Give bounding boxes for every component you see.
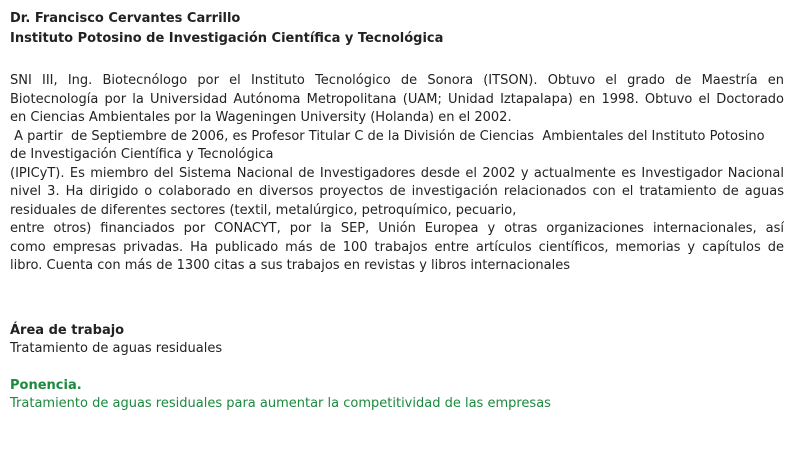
speaker-name: Dr. Francisco Cervantes Carrillo — [10, 11, 241, 26]
speaker-profile — [10, 9, 784, 413]
speaker-institute: Instituto Potosino de Investigación Científica y Tecnológica — [10, 31, 444, 46]
bio-line: nivel 3. Ha dirigido o colaborado en diversos proyectos de investigación relacionados con el tratamiento de aguas — [10, 184, 784, 199]
talk-text: Tratamiento de aguas residuales para aumentar la competitividad de las empresas — [10, 395, 551, 411]
bio-line: libro. Cuenta con más de 1300 citas a sus trabajos en revistas y libros internacionales — [10, 258, 570, 273]
speaker-bio — [10, 72, 784, 276]
bio-line: entre otros) financiados por CONACYT, por la SEP, Unión Europea y otras organizaciones internacionales, así — [10, 221, 784, 236]
work-area-title: Área de trabajo — [10, 322, 125, 338]
bio-line: en Ciencias Ambientales por la Wageningen University (Holanda) en el 2002. — [10, 110, 512, 125]
bio-line: A partir de Septiembre de 2006, es Profesor Titular C de la División de Ciencias Ambientales del Instituto Potosino — [10, 128, 765, 144]
bio-line: (IPICyT). Es miembro del Sistema Nacional de Investigadores desde el 2002 y actualmente es Investigador Nacional — [10, 165, 784, 181]
bio-line: Biotecnología por la Universidad Autónoma Metropolitana (UAM; Unidad Iztapalapa) en 1998. Obtuvo el Doctorado — [10, 91, 784, 107]
bio-line: como empresas privadas. Ha publicado más de 100 trabajos entre artículos científicos, memorias y capítulos de — [10, 239, 784, 255]
work-area-text: Tratamiento de aguas residuales — [10, 340, 223, 356]
talk-title: Ponencia. — [10, 377, 82, 393]
bio-line: residuales de diferentes sectores (textil, metalúrgico, petroquímico, pecuario, — [10, 202, 517, 218]
bio-line: SNI III, Ing. Biotecnólogo por el Instituto Tecnológico de Sonora (ITSON). Obtuvo el grado de Maestría en — [10, 73, 784, 88]
bio-line: de Investigación Científica y Tecnológica — [10, 147, 274, 162]
